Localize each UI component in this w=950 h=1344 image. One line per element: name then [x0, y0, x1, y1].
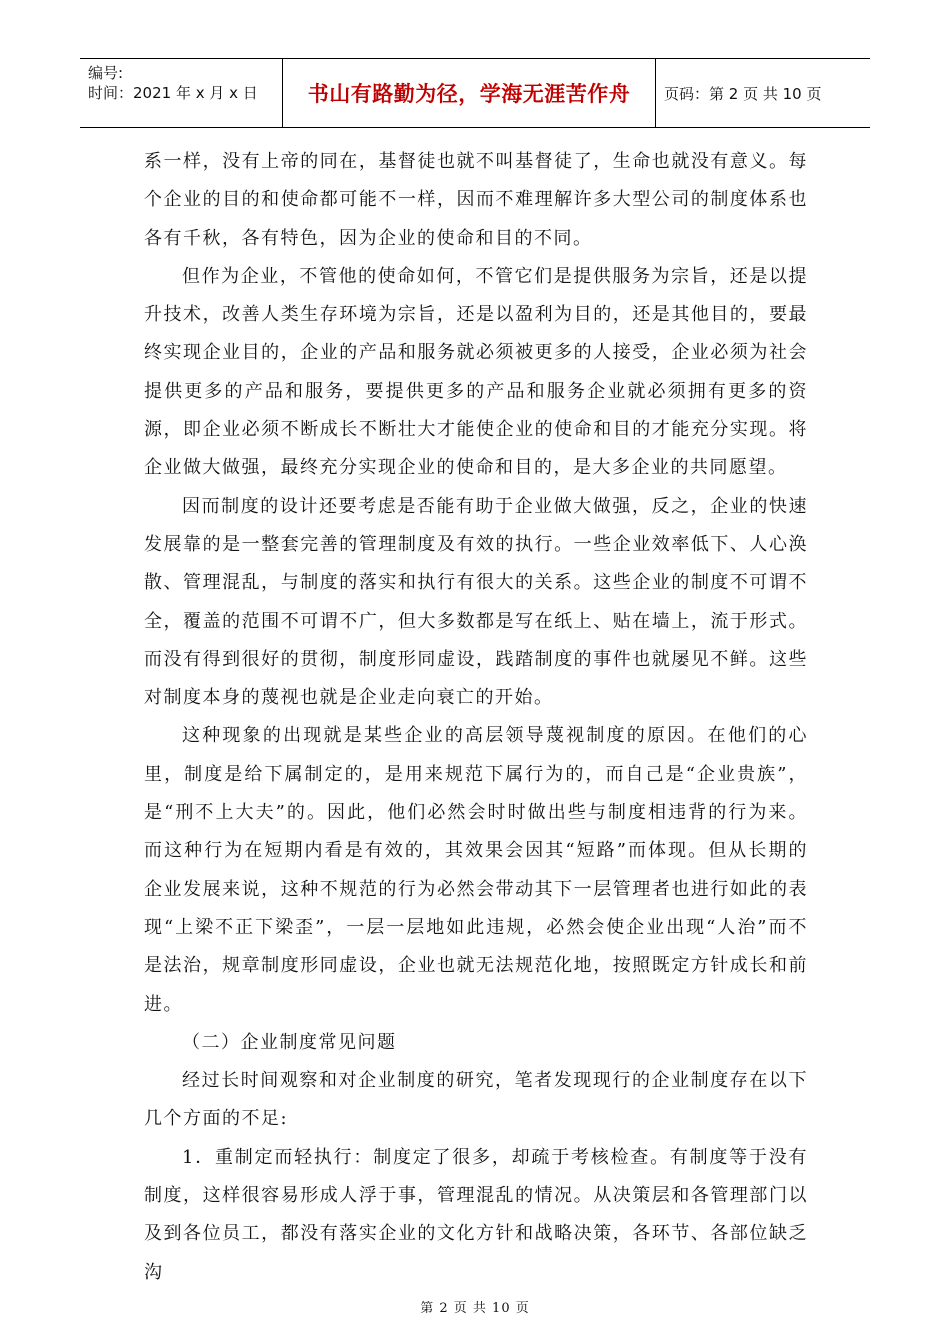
header-meta	[80, 59, 283, 127]
list-item: 1．重制定而轻执行：制度定了很多，却疏于考核检查。有制度等于没有制度，这样很容易形成人浮于事，管理混乱的情况。从决策层和各管理部门以及到各位员工，都没有落实企业的文化方针和战略决策，各环节、各部位缺乏沟	[144, 1146, 808, 1283]
body-paragraph: 这种现象的出现就是某些企业的高层领导蔑视制度的原因。在他们的心里，制度是给下属制定的，是用来规范下属行为的，而自己是“企业贵族”，是“刑不上大夫”的。因此，他们必然会时时做出些与制度相违背的行为来。而这种行为在短期内看是有效的，其效果会因其“短路”而体现。但从长期的企业发展来说，这种不规范的行为必然会带动其下一层管理者也进行如此的表现“上梁不正下梁歪”，一层一层地如此违规，必然会使企业出现“人治”而不是法治，规章制度形同虚设，企业也就无法规范化地，按照既定方针成长和前进。	[144, 725, 808, 1015]
document-date: 时间：2021 年 x 月 x 日	[88, 84, 258, 102]
body-paragraph: 经过长时间观察和对企业制度的研究，笔者发现现行的企业制度存在以下几个方面的不足:	[144, 1070, 808, 1130]
body-paragraph: 因而制度的设计还要考虑是否能有助于企业做大做强，反之，企业的快速发展靠的是一整套完善的管理制度及有效的执行。一些企业效率低下、人心涣散、管理混乱，与制度的落实和执行有很大的关系。这些企业的制度不可谓不全，覆盖的范围不可谓不广，但大多数都是写在纸上、贴在墙上，流于形式。而没有得到很好的贯彻，制度形同虚设，践踏制度的事件也就屡见不鲜。这些对制度本身的蔑视也就是企业走向衰亡的开始。	[144, 495, 808, 709]
page-footer: 第 2 页 共 10 页	[420, 1301, 530, 1316]
body-paragraph: 但作为企业，不管他的使命如何，不管它们是提供服务为宗旨，还是以提升技术，改善人类生存环境为宗旨，还是以盈利为目的，还是其他目的，要最终实现企业目的，企业的产品和服务就必须被更多的人接受，企业必须为社会提供更多的产品和服务，要提供更多的产品和服务企业就必须拥有更多的资源，即企业必须不断成长不断壮大才能使企业的使命和目的才能充分实现。将企业做大做强，最终充分实现企业的使命和目的，是大多企业的共同愿望。	[144, 265, 808, 479]
page-header	[80, 58, 870, 128]
document-number-label: 编号:	[88, 64, 124, 82]
section-heading: （二）企业制度常见问题	[182, 1031, 397, 1053]
document-body	[144, 143, 808, 1292]
header-page-info: 页码：第 2 页 共 10 页	[664, 84, 822, 103]
header-motto: 书山有路勤为径，学海无涯苦作舟	[283, 59, 656, 127]
body-paragraph: 系一样，没有上帝的同在，基督徒也就不叫基督徒了，生命也就没有意义。每个企业的目的和使命都可能不一样，因而不难理解许多大型公司的制度体系也各有千秋，各有特色，因为企业的使命和目的不同。	[144, 151, 808, 249]
